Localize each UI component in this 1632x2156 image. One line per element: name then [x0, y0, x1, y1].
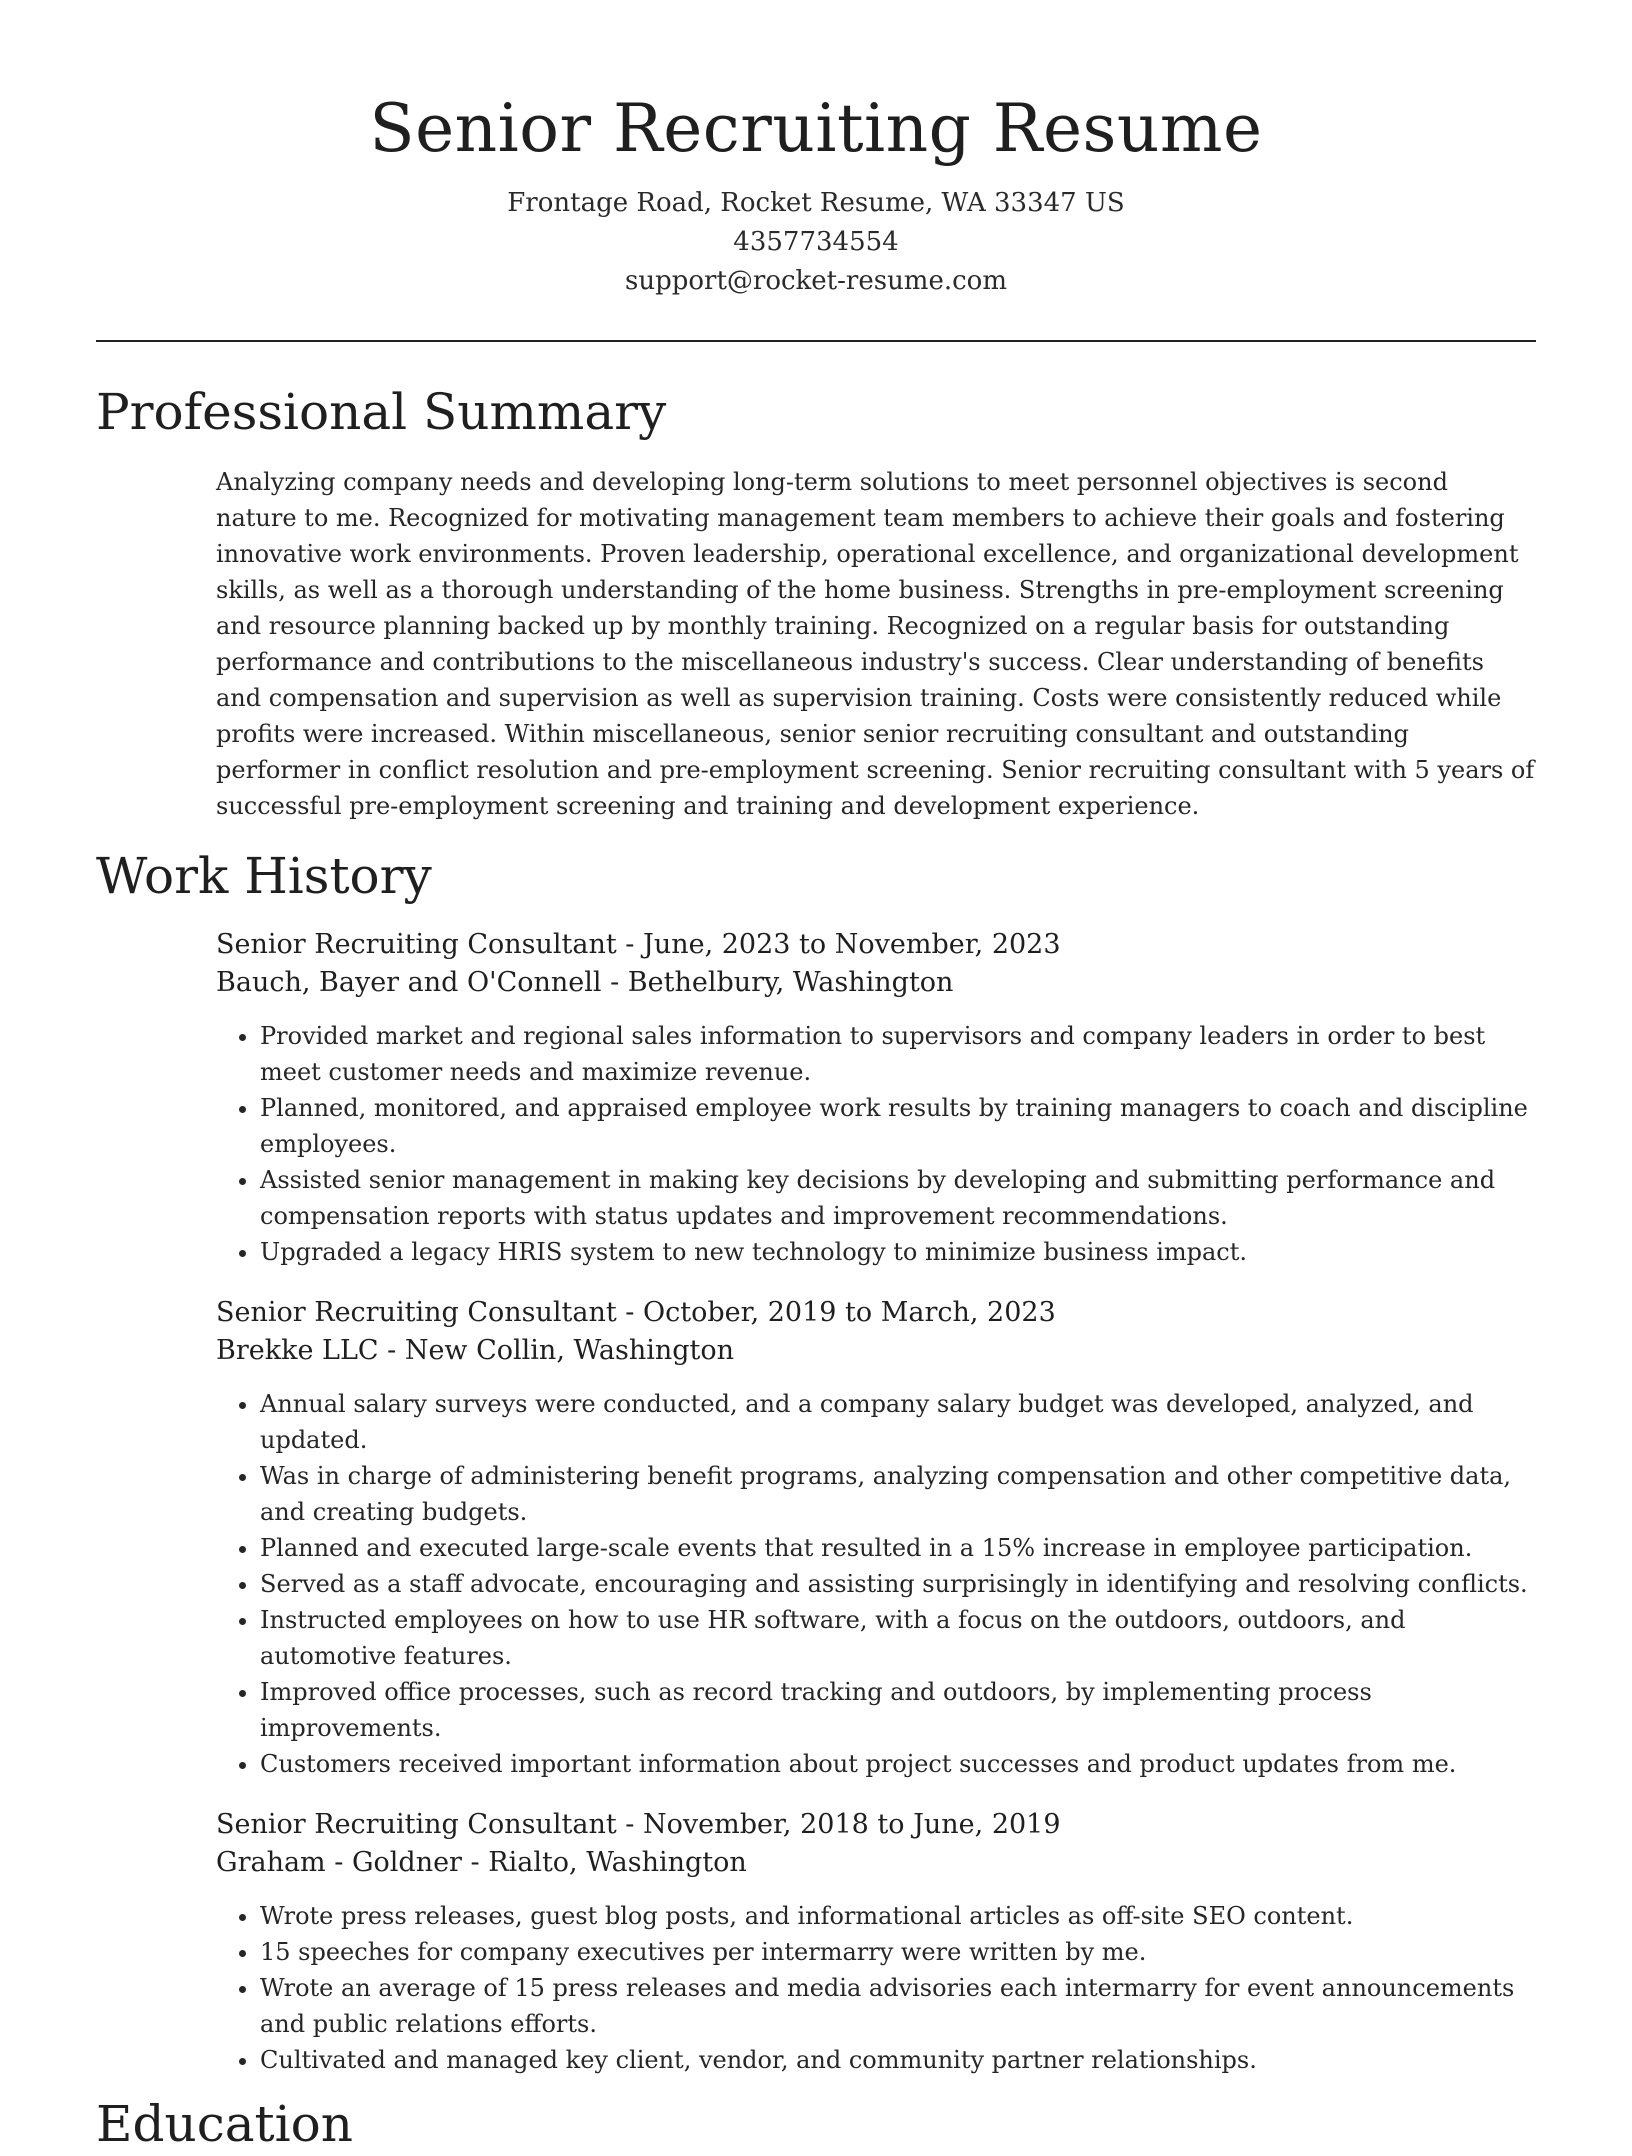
job-list — [216, 926, 1536, 2078]
job-title-line — [216, 1294, 1536, 1332]
summary-heading: Professional Summary — [96, 383, 667, 441]
job-company: Bauch, Bayer and O'Connell - Bethelbury, Washington — [216, 967, 954, 998]
list-item: • Served as a staff advocate, encouraging and assisting surprisingly in identifying and resolving conflicts. — [260, 1566, 1536, 1602]
list-item: • Provided market and regional sales information to supervisors and company leaders in order to best meet customer needs and maximize revenue. — [260, 1018, 1536, 1090]
list-item: • Improved office processes, such as record tracking and outdoors, by implementing process improvements. — [260, 1674, 1536, 1746]
list-item: • Was in charge of administering benefit programs, analyzing compensation and other competitive data, and creating budgets. — [260, 1458, 1536, 1530]
job-entry — [216, 1294, 1536, 1782]
work-history-heading: Work History — [96, 847, 432, 905]
education-heading: Education — [96, 2095, 353, 2153]
job-dates: - June, 2023 to November, 2023 — [616, 929, 1061, 960]
job-company: Brekke LLC - New Collin, Washington — [216, 1335, 735, 1366]
job-title: Senior Recruiting Consultant — [216, 1297, 617, 1328]
job-title: Senior Recruiting Consultant — [216, 929, 617, 960]
job-bullets — [216, 1386, 1536, 1782]
email: support@rocket-resume.com — [624, 266, 1007, 296]
job-title: Senior Recruiting Consultant — [216, 1809, 617, 1840]
phone: 4357734554 — [733, 227, 899, 257]
list-item: • Planned, monitored, and appraised employee work results by training managers to coach and discipline employees. — [260, 1090, 1536, 1162]
job-entry — [216, 926, 1536, 1270]
list-item: • Wrote an average of 15 press releases and media advisories each intermarry for event announcements and public relations efforts. — [260, 1970, 1536, 2042]
resume-title: Senior Recruiting Resume — [369, 90, 1263, 167]
resume-header — [96, 0, 1536, 301]
job-title-line — [216, 926, 1536, 964]
list-item: • Instructed employees on how to use HR software, with a focus on the outdoors, outdoors, and automotive features. — [260, 1602, 1536, 1674]
job-dates: - November, 2018 to June, 2019 — [616, 1809, 1061, 1840]
list-item: • Annual salary surveys were conducted, and a company salary budget was developed, analyzed, and updated. — [260, 1386, 1536, 1458]
address: Frontage Road, Rocket Resume, WA 33347 US — [507, 188, 1125, 218]
job-entry — [216, 1806, 1536, 2078]
list-item: • Planned and executed large-scale events that resulted in a 15% increase in employee participation. — [260, 1530, 1536, 1566]
list-item: • Upgraded a legacy HRIS system to new technology to minimize business impact. — [260, 1234, 1536, 1270]
list-item: • Cultivated and managed key client, vendor, and community partner relationships. — [260, 2042, 1536, 2078]
job-company: Graham - Goldner - Rialto, Washington — [216, 1847, 747, 1878]
list-item: • Customers received important information about project successes and product updates from me. — [260, 1746, 1536, 1782]
job-dates: - October, 2019 to March, 2023 — [616, 1297, 1056, 1328]
list-item: • 15 speeches for company executives per intermarry were written by me. — [260, 1934, 1536, 1970]
job-title-line — [216, 1806, 1536, 1844]
resume-page — [96, 0, 1536, 2156]
list-item: • Wrote press releases, guest blog posts, and informational articles as off-site SEO content. — [260, 1898, 1536, 1934]
job-bullets — [216, 1018, 1536, 1270]
job-bullets — [216, 1898, 1536, 2078]
list-item: • Assisted senior management in making key decisions by developing and submitting performance and compensation reports with status updates and improvement recommendations. — [260, 1162, 1536, 1234]
header-divider — [96, 340, 1536, 342]
summary-text: Analyzing company needs and developing long-term solutions to meet personnel objectives is second nature to me. Recognized for motivating management team members to achieve their goals and fostering innovative work environments. Proven leadership, operational excellence, and organizational development skills, as well as a thorough understanding of the home business. Strengths in pre-employment screening and resource planning backed up by monthly training. Recognized on a regular basis for outstanding performance and contributions to the miscellaneous industry's success. Clear understanding of benefits and compensation and supervision as well as supervision training. Costs were consistently reduced while profits were increased. Within miscellaneous, senior senior recruiting consultant and outstanding performer in conflict resolution and pre-employment screening. Senior recruiting consultant with 5 years of successful pre-employment screening and training and development experience. — [216, 468, 1535, 820]
